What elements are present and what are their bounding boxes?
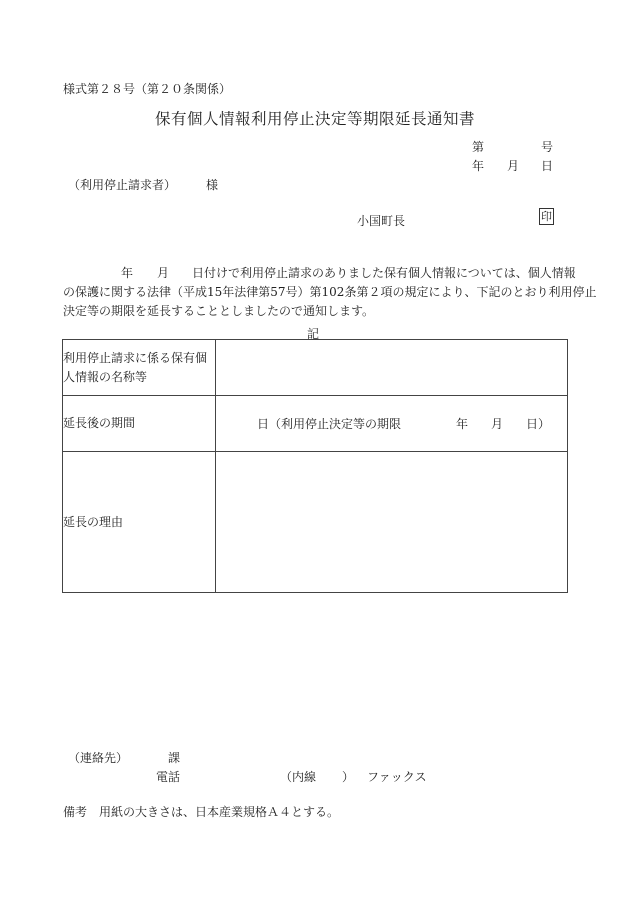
extension-reason-label: 延長の理由 — [63, 452, 216, 593]
ki-heading: 記 — [307, 327, 320, 341]
body-year-label: 年 — [121, 266, 134, 280]
contact-extension-label: （内線 — [280, 770, 317, 784]
form-number: 様式第２８号（第２０条関係） — [63, 82, 232, 96]
body-line-2: の保護に関する法律（平成15年法律第57号）第102条第２項の規定により、下記のとおり利用停止 — [63, 285, 597, 299]
table-row — [63, 340, 568, 396]
requester-line — [68, 176, 218, 193]
contact-phone-label: 電話 — [156, 770, 181, 784]
details-table — [62, 339, 568, 593]
extension-period-field[interactable] — [216, 396, 568, 452]
requester-honorific: 様 — [206, 178, 219, 192]
contact-fax-label: ファックス — [367, 770, 427, 784]
date-year-label: 年 — [472, 159, 485, 173]
doc-number-prefix: 第 — [472, 140, 485, 154]
contact-extension-close: ） — [342, 770, 355, 784]
table-row — [63, 396, 568, 452]
seal-mark: 印 — [541, 210, 552, 223]
body-line-1: 日付けで利用停止請求のありました保有個人情報については、個人情報 — [192, 266, 576, 280]
requester-label: （利用停止請求者） — [68, 178, 177, 192]
remarks-note: 備考 用紙の大きさは、日本産業規格Ａ４とする。 — [63, 805, 340, 819]
info-name-label: 利用停止請求に係る保有個 人情報の名称等 — [63, 340, 216, 396]
contact-section: 課 — [168, 751, 181, 765]
extension-period-label: 延長後の期間 — [63, 396, 216, 452]
info-name-field[interactable] — [216, 340, 568, 396]
deadline-year-label: 年 — [456, 416, 469, 431]
body-line-3: 決定等の期限を延長することとしましたので通知します。 — [63, 304, 375, 318]
table-row — [63, 452, 568, 593]
deadline-day-close: 日） — [526, 416, 551, 431]
deadline-month-label: 月 — [491, 416, 504, 431]
date-month-label: 月 — [507, 159, 520, 173]
extension-reason-field[interactable] — [216, 452, 568, 593]
contact-label: （連絡先） — [68, 751, 129, 765]
date-day-label: 日 — [541, 159, 554, 173]
doc-number-suffix: 号 — [541, 140, 554, 154]
body-month-label: 月 — [157, 266, 170, 280]
document-title: 保有個人情報利用停止決定等期限延長通知書 — [154, 110, 475, 128]
issuer-name: 小国町長 — [357, 214, 406, 228]
deadline-label: （利用停止決定等の期限 — [269, 416, 402, 431]
period-day-label: 日 — [257, 416, 270, 431]
